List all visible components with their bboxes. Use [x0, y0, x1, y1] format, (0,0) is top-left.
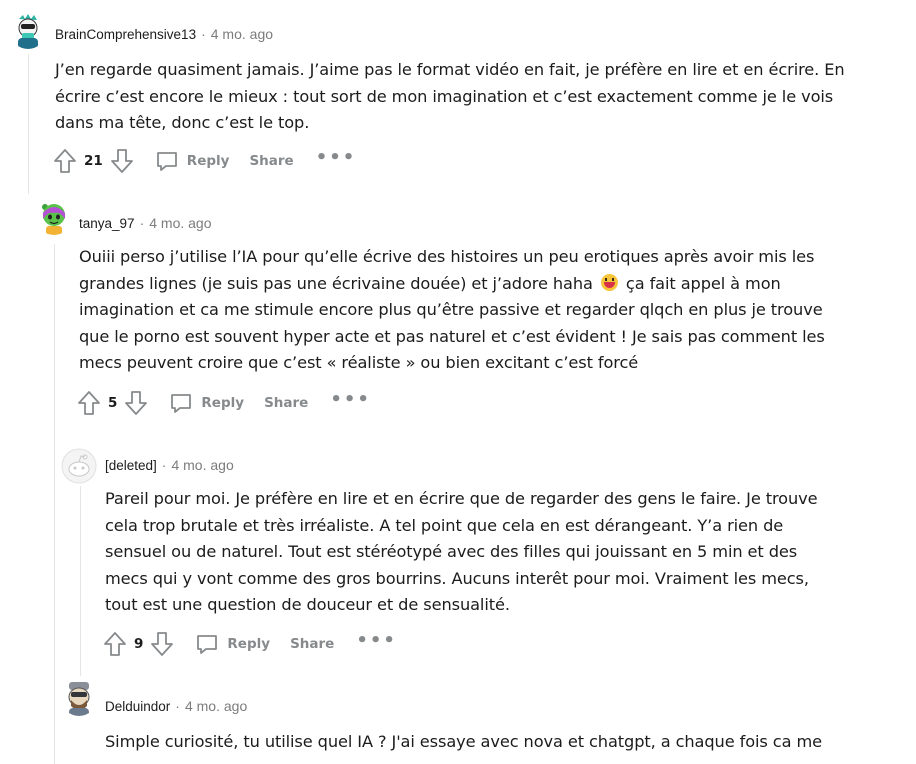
more-options-icon[interactable]: ••• — [356, 629, 397, 651]
comment-line: mecs peuvent croire que c’est « réaliste » ou bien excitant c’est forcé — [79, 353, 639, 372]
share-label: Share — [290, 636, 335, 652]
comment-line: cela trop brutale et très irréaliste. A tel point que cela en est dérangeant. Y’a rien de — [105, 515, 784, 535]
comment-meta: tanya_97 · 4 mo. ago — [79, 215, 212, 231]
comment-body — [55, 57, 875, 137]
reply-button[interactable] — [195, 632, 270, 656]
downvote-icon[interactable] — [149, 630, 175, 658]
comment-line: écrire c’est encore le mieux : tout sort de mon imagination et c’est exactement comme je le vois — [55, 86, 834, 106]
downvote-icon[interactable] — [123, 389, 149, 417]
more-options-icon[interactable]: ••• — [330, 388, 371, 410]
comment-bubble-icon — [195, 632, 219, 656]
avatar[interactable] — [36, 199, 72, 235]
reply-button[interactable] — [155, 149, 230, 173]
username[interactable]: tanya_97 — [79, 216, 135, 231]
avatar[interactable] — [61, 680, 97, 716]
avatar[interactable] — [61, 448, 97, 484]
share-label: Share — [264, 395, 309, 411]
comment-body — [79, 244, 879, 377]
upvote-icon[interactable] — [102, 630, 128, 658]
timestamp[interactable]: 4 mo. ago — [210, 26, 274, 42]
username[interactable]: BrainComprehensive13 — [55, 27, 197, 42]
thread-line-root[interactable] — [28, 54, 29, 194]
share-button[interactable] — [290, 636, 334, 652]
more-options-icon[interactable]: ••• — [315, 146, 357, 168]
timestamp[interactable]: 4 mo. ago — [149, 215, 212, 231]
comment-bubble-icon — [155, 149, 179, 173]
comment-line: sensuel ou de naturel. Tout est stéréotypé avec des filles qui jouissant en 5 min et des — [105, 542, 798, 561]
upvote-icon[interactable] — [76, 389, 102, 417]
comment-bubble-icon — [169, 391, 193, 415]
upvote-icon[interactable] — [52, 147, 78, 175]
downvote-icon[interactable] — [109, 147, 135, 175]
comment-line — [79, 271, 879, 298]
comment-meta: BrainComprehensive13 · 4 mo. ago — [55, 26, 274, 42]
reply-label: Reply — [201, 395, 245, 411]
avatar-icon — [10, 13, 46, 49]
vote-count: 5 — [108, 395, 118, 411]
comment-line: Ouiii perso j’utilise l’IA pour qu’elle écrive des histoires un peu erotiques après avoir mis les — [79, 247, 815, 266]
grinning-tongue-emoji-icon — [601, 274, 618, 291]
username[interactable]: Delduindor — [105, 699, 171, 714]
thread-line-level2[interactable] — [80, 486, 81, 676]
comment-line: Simple curiosité, tu utilise quel IA ? J'ai essaye avec nova et chatgpt, a chaque fois ca me — [105, 732, 822, 751]
comment-actions — [52, 147, 356, 175]
avatar-icon — [61, 680, 97, 716]
comment-line: que le porno est souvent hyper acte et pas naturel et c’est évident ! Je sais pas comment les — [79, 326, 825, 346]
comment-meta: Delduindor · 4 mo. ago — [105, 698, 248, 714]
reply-button[interactable] — [169, 391, 244, 415]
comment-actions — [102, 630, 397, 658]
comment-line: Pareil pour moi. Je préfère en lire et en écrire que de regarder des gens le faire. Je trouve — [105, 489, 818, 508]
vote-count: 21 — [84, 153, 103, 169]
avatar[interactable] — [10, 13, 46, 49]
comment-body — [105, 729, 895, 756]
username[interactable]: [deleted] — [105, 458, 157, 473]
thread-line-level1[interactable] — [54, 244, 55, 764]
timestamp[interactable]: 4 mo. ago — [171, 457, 234, 473]
comment-actions — [76, 389, 371, 417]
share-button[interactable] — [249, 153, 293, 169]
comment-line-part: ça fait appel à mon — [625, 273, 781, 293]
timestamp[interactable]: 4 mo. ago — [184, 698, 248, 714]
comment-meta: [deleted] · 4 mo. ago — [105, 457, 234, 473]
avatar-icon — [61, 448, 97, 484]
vote-count: 9 — [134, 636, 144, 652]
share-button[interactable] — [264, 395, 308, 411]
comment-line-part: grandes lignes (je suis pas une écrivaine douée) et j’adore haha — [79, 273, 593, 293]
reply-label: Reply — [227, 636, 271, 652]
reply-label: Reply — [186, 153, 230, 169]
comment-line: mecs qui y vont comme des gros bourrins. Aucuns interêt pour moi. Vraiment les mecs, — [105, 568, 809, 588]
comment-line: dans ma tête, donc c’est le top. — [55, 113, 310, 132]
share-label: Share — [249, 153, 294, 169]
comment-line: imagination et ca me stimule encore plus qu’être passive et regarder qlqch en plus je trouve — [79, 300, 823, 319]
comment-body — [105, 486, 885, 619]
comment-line: tout est une question de douceur et de sensualité. — [105, 595, 510, 614]
avatar-icon — [36, 199, 72, 235]
comment-line: J’en regarde quasiment jamais. J’aime pas le format vidéo en fait, je préfère en lire et en écrire. En — [55, 60, 845, 79]
